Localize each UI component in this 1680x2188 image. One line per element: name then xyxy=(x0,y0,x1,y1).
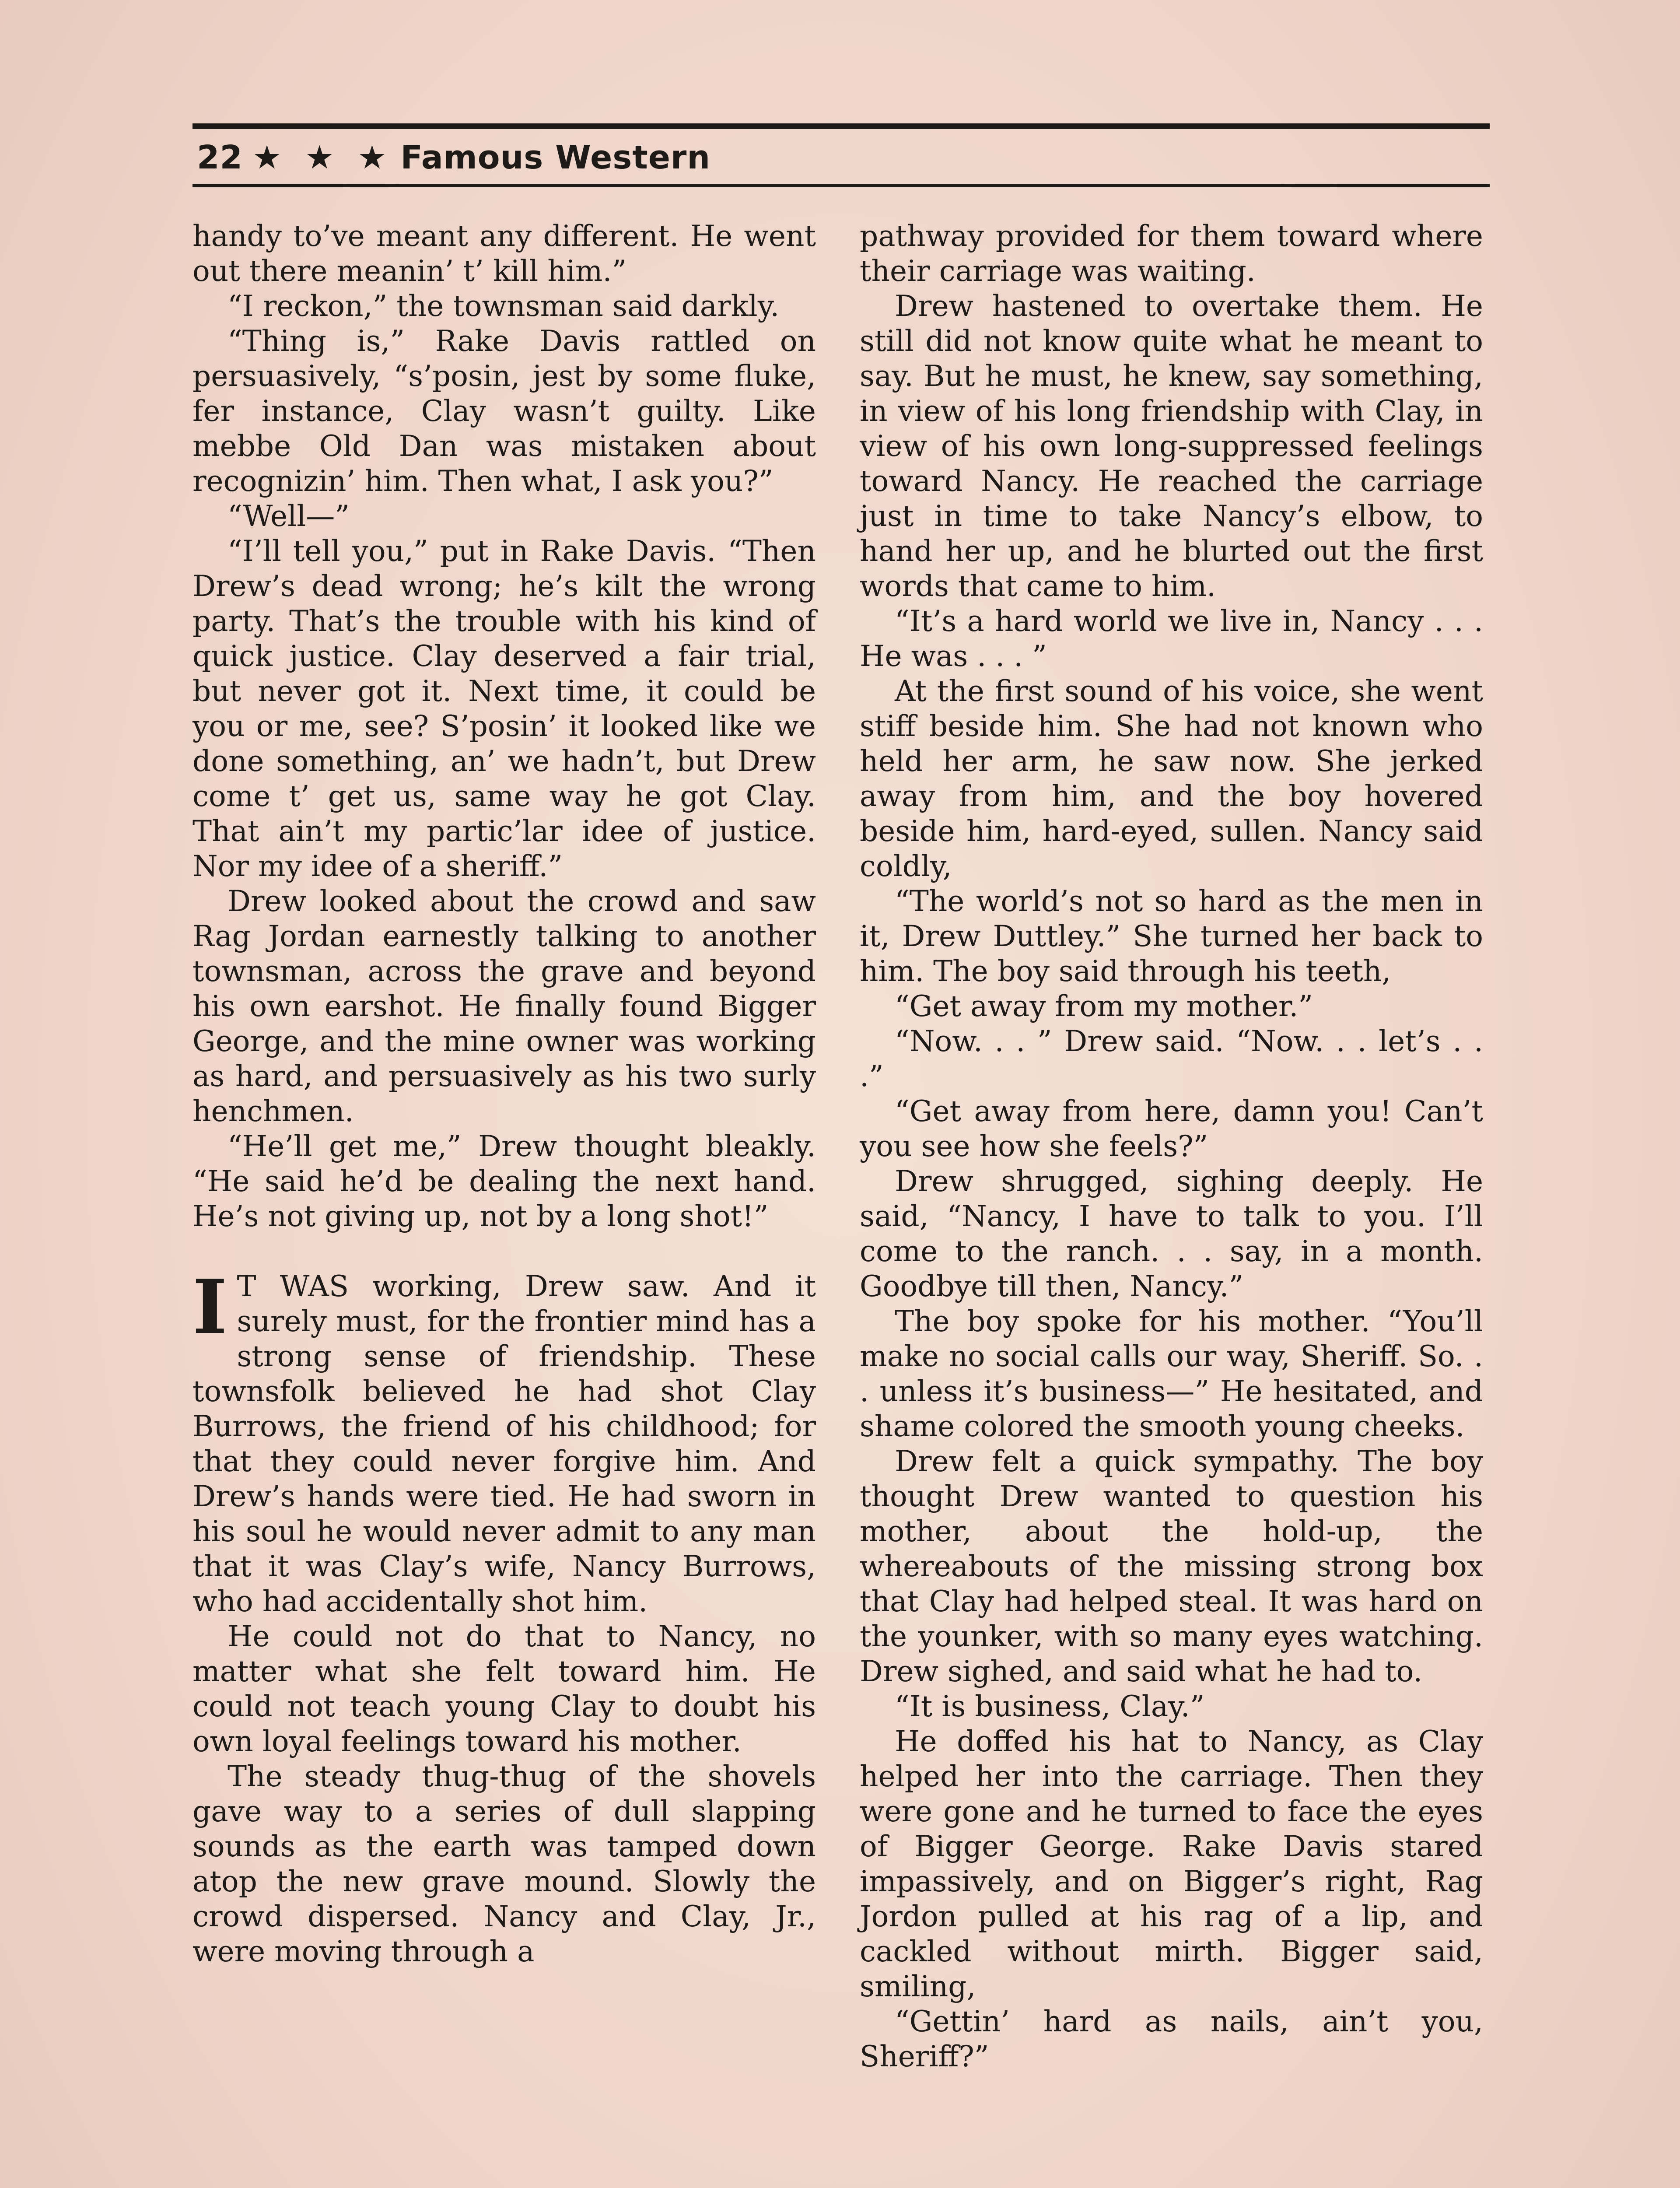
paragraph: “The world’s not so hard as the men in it, Drew Duttley.” She turned her back to him. The boy said through his teeth, xyxy=(860,884,1483,988)
paragraph: Drew hastened to overtake them. He still did not know quite what he meant to say. But he must, he knew, say something, in view of his long friendship with Clay, in view of his own long-suppressed feelings toward Nancy. He reached the carriage just in time to take Nancy’s elbow, to hand her up, and he blurted out the first words that came to him. xyxy=(860,289,1483,603)
magazine-title: Famous Western xyxy=(400,139,711,176)
page-number: 22 xyxy=(197,139,243,176)
drop-cap: I xyxy=(192,1263,228,1351)
paragraph: “Now. . . ” Drew said. “Now. . . let’s . . .” xyxy=(860,1024,1483,1093)
paragraph: Drew looked about the crowd and saw Rag Jordan earnestly talking to another townsman, across the grave and beyond his own earshot. He finally found Bigger George, and the mine owner was working as hard, and persuasively as his two surly henchmen. xyxy=(192,884,816,1128)
paragraph: “Well—” xyxy=(228,499,350,533)
paragraph: handy to’ve meant any different. He went out there meanin’ t’ kill him.” xyxy=(192,219,816,288)
paragraph: pathway provided for them toward where their carriage was waiting. xyxy=(860,219,1483,288)
section-text: T WAS working, Drew saw. And it surely must, for the frontier mind has a strong sense of friendship. These townsfolk believed he had shot Clay Burrows, the friend of his childhood; for that they could never forgive him. And Drew’s hands were tied. He had sworn in his soul he would never admit to any man that it was Clay’s wife, Nancy Burrows, who had accidentally shot him. xyxy=(192,1269,816,1618)
paragraph: “I’ll tell you,” put in Rake Davis. “Then Drew’s dead wrong; he’s kilt the wrong party. That’s the trouble with his kind of quick justice. Clay deserved a fair trial, but never got it. Next time, it could be you or me, see? S’posin’ it looked like we done something, an’ we hadn’t, but Drew come t’ get us, same way he got Clay. That ain’t my partic’lar idee of justice. Nor my idee of a sheriff.” xyxy=(192,534,816,883)
right-column xyxy=(860,219,1483,2188)
section-opening-paragraph xyxy=(192,1263,816,1619)
paragraph: “Get away from here, damn you! Can’t you see how she feels?” xyxy=(860,1094,1483,1163)
paragraph: “It is business, Clay.” xyxy=(895,1690,1205,1723)
paragraph: He could not do that to Nancy, no matter what she felt toward him. He could not teach young Clay to doubt his own loyal feelings toward his mother. xyxy=(192,1620,816,1758)
header-bottom-rule xyxy=(192,184,1490,187)
paragraph: The steady thug-thug of the shovels gave way to a series of dull slapping sounds as the earth was tamped down atop the new grave mound. Slowly the crowd dispersed. Nancy and Clay, Jr., were moving through a xyxy=(192,1760,816,1968)
paragraph: He doffed his hat to Nancy, as Clay helped her into the carriage. Then they were gone and he turned to face the eyes of Bigger George. Rake Davis stared impassively, and on Bigger’s right, Rag Jordon pulled at his rag of a lip, and cackled without mirth. Bigger said, smiling, xyxy=(860,1725,1483,2003)
left-column xyxy=(192,219,816,2188)
header-stars: ★ ★ ★ xyxy=(252,139,393,176)
paragraph: Drew shrugged, sighing deeply. He said, “Nancy, I have to talk to you. I’ll come to the ranch. . . say, in a month. Goodbye till then, Nancy.” xyxy=(860,1164,1483,1303)
paragraph: “Get away from my mother.” xyxy=(895,989,1313,1023)
paragraph: Drew felt a quick sympathy. The boy thought Drew wanted to question his mother, about the hold-up, the whereabouts of the missing strong box that Clay had helped steal. It was hard on the younker, with so many eyes watching. Drew sighed, and said what he had to. xyxy=(860,1445,1483,1688)
paragraph: “I reckon,” the townsman said darkly. xyxy=(228,289,780,323)
paragraph: “Gettin’ hard as nails, ain’t you, Sheriff?” xyxy=(860,2005,1483,2073)
paragraph: The boy spoke for his mother. “You’ll make no social calls our way, Sheriff. So. . . unless it’s business—” He hesitated, and shame colored the smooth young cheeks. xyxy=(860,1304,1483,1443)
paragraph: At the first sound of his voice, she went stiff beside him. She had not known who held her arm, he saw now. She jerked away from him, and the boy hovered beside him, hard-eyed, sullen. Nancy said coldly, xyxy=(860,674,1483,883)
running-header xyxy=(197,131,1488,184)
paragraph: “He’ll get me,” Drew thought bleakly. “He said he’d be dealing the next hand. He’s not giving up, not by a long shot!” xyxy=(192,1129,816,1233)
paragraph: “It’s a hard world we live in, Nancy . . . He was . . . ” xyxy=(860,604,1483,673)
header-top-rule xyxy=(192,123,1490,129)
paragraph: “Thing is,” Rake Davis rattled on persuasively, “s’posin, jest by some fluke, fer instance, Clay wasn’t guilty. Like mebbe Old Dan was mistaken about recognizin’ him. Then what, I ask you?” xyxy=(192,324,816,498)
